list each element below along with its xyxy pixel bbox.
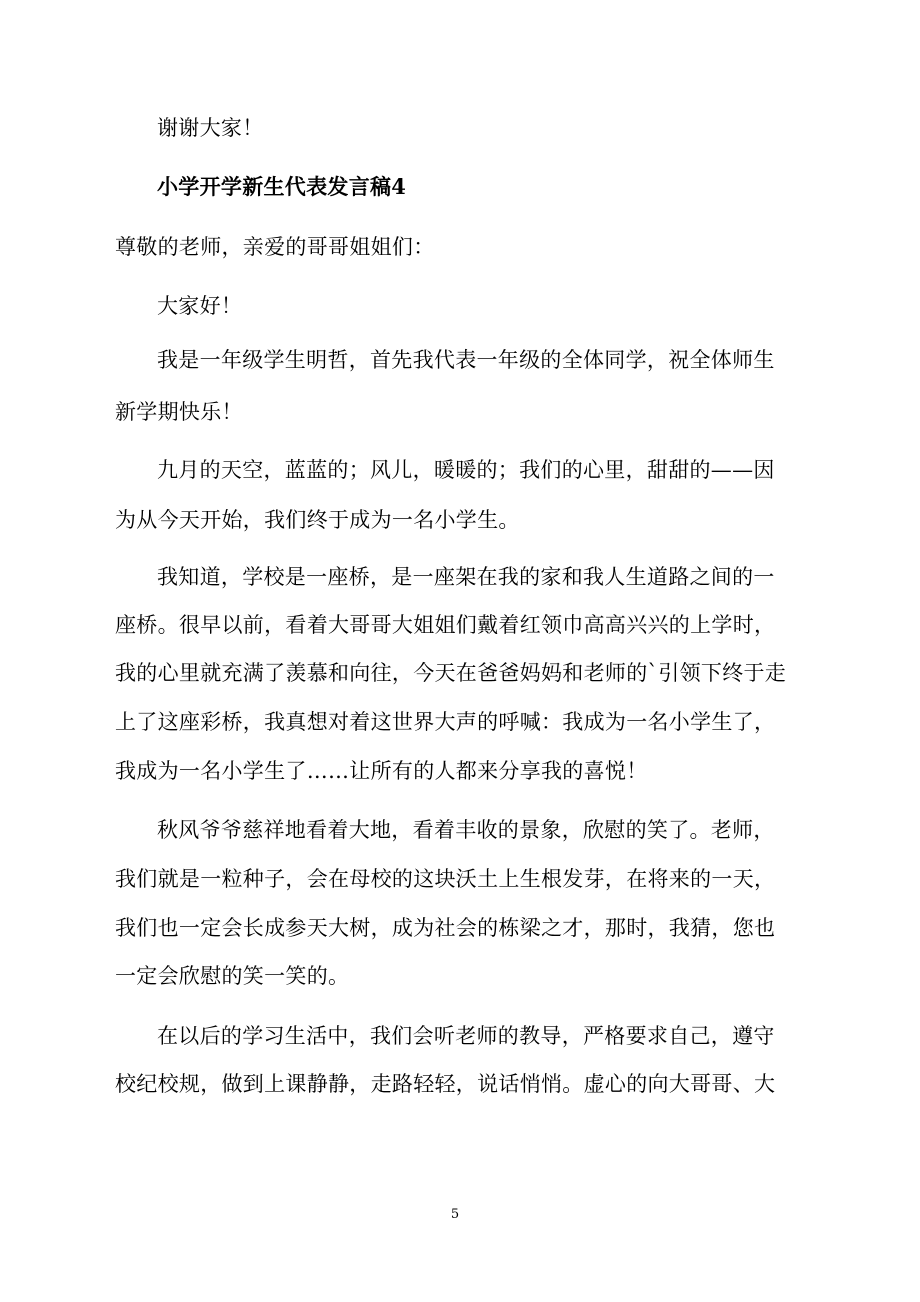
paragraph-3-line-1: 我知道，学校是一座桥，是一座架在我的家和我人生道路之间的一 bbox=[157, 565, 775, 589]
paragraph-3-line-5: 我成为一名小学生了……让所有的人都来分享我的喜悦！ bbox=[115, 759, 648, 783]
paragraph-4-line-2: 我们就是一粒种子，会在母校的这块沃土上生根发芽，在将来的一天， bbox=[115, 867, 776, 891]
greeting: 大家好！ bbox=[157, 294, 243, 318]
paragraph-3-line-3: 我的心里就充满了羡慕和向往，今天在爸爸妈妈和老师的`引领下终于走 bbox=[115, 661, 787, 685]
paragraph-3-line-2: 座桥。很早以前，看着大哥哥大姐姐们戴着红领巾高高兴兴的上学时， bbox=[115, 613, 776, 637]
salutation: 尊敬的老师，亲爱的哥哥姐姐们： bbox=[115, 235, 435, 259]
paragraph-4-line-3: 我们也一定会长成参天大树，成为社会的栋梁之才，那时，我猜，您也 bbox=[115, 916, 776, 940]
page-number: 5 bbox=[450, 1207, 460, 1222]
paragraph-1-line-2: 新学期快乐！ bbox=[115, 400, 243, 424]
paragraph-5-line-1: 在以后的学习生活中，我们会听老师的教导，严格要求自己，遵守 bbox=[157, 1024, 775, 1048]
paragraph-4-line-1: 秋风爷爷慈祥地看着大地，看着丰收的景象，欣慰的笑了。老师， bbox=[157, 818, 775, 842]
paragraph-1-line-1: 我是一年级学生明哲，首先我代表一年级的全体同学，祝全体师生 bbox=[157, 348, 775, 372]
paragraph-5-line-2: 校纪校规，做到上课静静，走路轻轻，说话悄悄。虚心的向大哥哥、大 bbox=[115, 1072, 776, 1096]
paragraph-2-line-1: 九月的天空，蓝蓝的；风儿，暖暖的；我们的心里，甜甜的——因 bbox=[157, 458, 775, 482]
paragraph-2-line-2: 为从今天开始，我们终于成为一名小学生。 bbox=[115, 508, 520, 532]
paragraph-3-line-4: 上了这座彩桥，我真想对着这世界大声的呼喊：我成为一名小学生了， bbox=[115, 710, 776, 734]
closing-line: 谢谢大家！ bbox=[157, 116, 264, 140]
section-heading: 小学开学新生代表发言稿4 bbox=[157, 174, 407, 199]
paragraph-4-line-4: 一定会欣慰的笑一笑的。 bbox=[115, 964, 350, 988]
